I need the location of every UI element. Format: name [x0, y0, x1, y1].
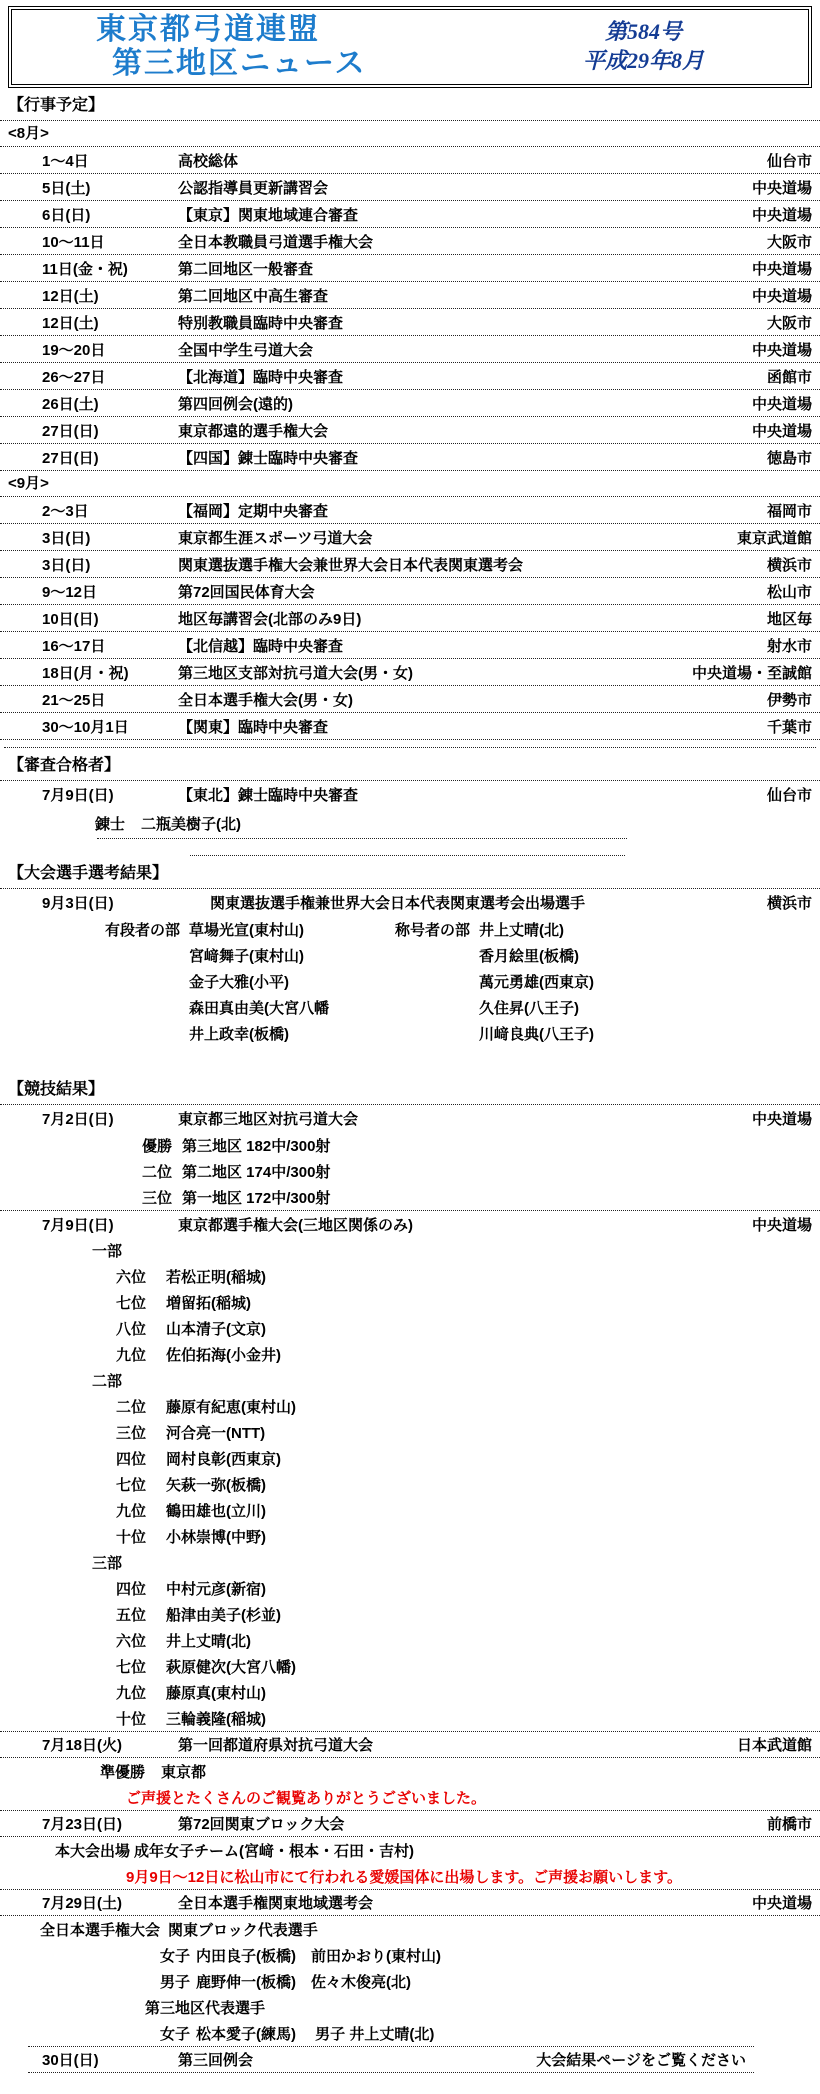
event-name: 関東選抜選手権大会兼世界大会日本代表関東選考会 [178, 556, 524, 574]
event-place: 千葉市 [766, 718, 812, 736]
event-date: 7月23日(日) [42, 1816, 123, 1833]
rank-line [0, 1575, 820, 1601]
rank-line [0, 1393, 820, 1419]
event-name: 全日本教職員弓道選手権大会 [178, 233, 374, 251]
event-place: 徳島市 [766, 449, 812, 467]
rank-line [0, 1445, 820, 1471]
selected-player: 宮﨑舞子(東村山) [189, 947, 304, 965]
month-label-september: <9月> [0, 471, 820, 497]
exam-row [0, 781, 820, 808]
event-place: 大阪市 [766, 233, 812, 251]
dan-column [105, 997, 395, 1018]
dan-column [105, 945, 395, 966]
rank-line [0, 1315, 820, 1341]
event-date: 27日(日) [42, 422, 99, 440]
player-name: 鶴田雄也(立川) [166, 1502, 266, 1520]
event-place: 中央道場 [751, 395, 812, 413]
issue-date: 平成29年8月 [582, 48, 704, 73]
event-date: 18日(月・祝) [42, 664, 129, 682]
event-name: 【福岡】定期中央審査 [178, 502, 329, 520]
event-place: 東京武道館 [736, 529, 812, 547]
player-name: 萩原健次(大宮八幡) [166, 1658, 296, 1676]
event-name: 全日本選手権大会(男・女) [178, 691, 353, 709]
schedule-row [0, 686, 820, 713]
event-date: 30日(日) [42, 2052, 99, 2069]
schedule-row [0, 390, 820, 417]
division-label: 三部 [92, 1554, 123, 1572]
rank-line [0, 1627, 820, 1653]
event-name: 【東京】関東地域連合審査 [178, 206, 359, 224]
standing-line [0, 1132, 820, 1158]
event-date: 9～12日 [42, 583, 98, 601]
delegates-line: 第三地区代表選手 [145, 1999, 266, 2017]
rank-label: 九位 [116, 1346, 147, 1364]
award-line [0, 1758, 820, 1784]
event-place: 中央道場 [751, 1111, 812, 1128]
event-name: 全日本選手権関東地域選考会 [178, 1895, 374, 1912]
player-name: 中村元彦(新宿) [166, 1580, 266, 1598]
schedule-row [0, 632, 820, 659]
section-title-exam: 【審査合格者】 [0, 748, 820, 781]
event-place: 横浜市 [766, 556, 812, 574]
support-note: 9月9日～12日に松山市にて行われる愛媛国体に出場します。ご声援お願いします。 [126, 1868, 682, 1886]
event-name: 第72回国民体育大会 [178, 583, 315, 601]
event-place: 中央道場 [751, 422, 812, 440]
schedule-row [0, 282, 820, 309]
delegates-text: 関東ブロック代表選手 [168, 1921, 318, 1939]
section-title-selection: 【大会選手選考結果】 [0, 856, 820, 889]
rank-label: 四位 [116, 1580, 147, 1598]
schedule-row [0, 659, 820, 686]
newsletter-title [96, 13, 367, 81]
rank-label: 五位 [116, 1606, 147, 1624]
event-name: 全国中学生弓道大会 [178, 341, 314, 359]
event-date: 7月18日(火) [42, 1737, 123, 1754]
event-date: 12日(土) [42, 287, 99, 305]
rank-label: 九位 [116, 1502, 147, 1520]
award-rank: 準優勝 [100, 1763, 146, 1781]
player-name: 山本清子(文京) [166, 1320, 266, 1338]
event-date: 6日(日) [42, 206, 91, 224]
title-column [395, 1023, 594, 1044]
delegates-text: 松本愛子(練馬) 男子 井上丈晴(北) [196, 2025, 435, 2043]
player-name: 若松正明(稲城) [166, 1268, 266, 1286]
event-name: 第二回地区一般審査 [178, 260, 314, 278]
delegates-label: 全日本選手権大会 [40, 1921, 161, 1939]
event-name: 東京都三地区対抗弓道大会 [178, 1111, 359, 1128]
event-date: 7月2日(日) [42, 1111, 114, 1128]
standing-score: 第一地区 172中/300射 [182, 1189, 331, 1207]
event-place: 中央道場 [751, 206, 812, 224]
player-name: 矢萩一弥(板橋) [166, 1476, 266, 1494]
event-date: 26日(土) [42, 395, 99, 413]
result-row [28, 2046, 754, 2073]
event-date: 1～4日 [42, 152, 89, 170]
rank-label: 七位 [116, 1658, 147, 1676]
passer-row [0, 808, 820, 838]
event-name: 東京都遠的選手権大会 [178, 422, 329, 440]
schedule-row [0, 551, 820, 578]
delegates-line [0, 1968, 820, 1994]
selection-names-row [0, 968, 820, 994]
rank-line [0, 1289, 820, 1315]
event-date: 2～3日 [42, 502, 89, 520]
event-name: 【北信越】臨時中央審査 [178, 637, 344, 655]
newsletter-title-line1: 東京都弓道連盟 [96, 13, 320, 47]
result-row [0, 1105, 820, 1132]
selection-names-row [0, 1020, 820, 1046]
delegates-line [0, 2020, 820, 2046]
player-name: 小林崇博(中野) [166, 1528, 266, 1546]
rank-line [0, 1523, 820, 1549]
event-date: 19～20日 [42, 341, 106, 359]
event-place: 大阪市 [766, 314, 812, 332]
standing-line [0, 1158, 820, 1184]
schedule-row [0, 713, 820, 740]
schedule-row [0, 201, 820, 228]
event-date: 5日(土) [42, 179, 91, 197]
division-label: 二部 [92, 1372, 123, 1390]
passer-name: 二瓶美樹子(北) [141, 815, 241, 833]
standing-score: 第二地区 174中/300射 [182, 1163, 331, 1181]
event-place: 中央道場・至誠館 [691, 664, 812, 682]
standing-line [0, 1184, 820, 1210]
event-place: 中央道場 [751, 1895, 812, 1912]
result-row [0, 1810, 820, 1837]
player-name: 河合亮一(NTT) [166, 1424, 266, 1442]
event-place: 伊勢市 [766, 691, 812, 709]
column-indent [105, 971, 189, 992]
rank-label: 十位 [116, 1710, 147, 1728]
schedule-row [0, 444, 820, 471]
event-name: 【東北】錬士臨時中央審査 [178, 787, 359, 804]
selected-player: 井上政幸(板橋) [189, 1025, 289, 1043]
event-date: 3日(日) [42, 529, 91, 547]
newsletter-page [0, 6, 820, 2073]
gender-label: 女子 [160, 2025, 191, 2043]
event-date: 30～10月1日 [42, 718, 129, 736]
event-name: 第四回例会(遠的) [178, 395, 293, 413]
event-date: 11日(金・祝) [42, 260, 128, 278]
award-winner: 東京都 [161, 1763, 207, 1781]
event-name: 【四国】錬士臨時中央審査 [178, 449, 359, 467]
selection-row [0, 889, 820, 916]
event-date: 10～11日 [42, 233, 105, 251]
schedule-row [0, 363, 820, 390]
event-date: 10日(日) [42, 610, 99, 628]
column-indent [395, 971, 479, 992]
schedule-row [0, 605, 820, 632]
result-row [0, 1731, 820, 1758]
selected-player: 井上丈晴(北) [479, 921, 564, 939]
event-name: 公認指導員更新講習会 [178, 179, 329, 197]
selected-player: 金子大雅(小平) [189, 973, 289, 991]
team-line [0, 1837, 820, 1863]
event-date: 9月3日(日) [42, 895, 114, 912]
rank-label: 十位 [116, 1528, 147, 1546]
player-name: 三輪義隆(稲城) [166, 1710, 266, 1728]
selection-names-row [0, 942, 820, 968]
schedule-row [0, 497, 820, 524]
schedule-row [0, 417, 820, 444]
standing-score: 第三地区 182中/300射 [182, 1137, 331, 1155]
event-place: 仙台市 [766, 787, 812, 804]
schedule-row [0, 578, 820, 605]
standing-rank: 三位 [142, 1189, 173, 1207]
rank-label: 八位 [116, 1320, 147, 1338]
player-name: 岡村良彰(西東京) [166, 1450, 281, 1468]
dan-column [105, 1023, 395, 1044]
selected-player: 草場光宣(東村山) [189, 921, 304, 939]
schedule-row [0, 255, 820, 282]
dan-column [105, 919, 395, 940]
result-row [0, 1889, 820, 1916]
player-name: 佐伯拓海(小金井) [166, 1346, 281, 1364]
event-place: 中央道場 [751, 260, 812, 278]
event-name: 第一回都道府県対抗弓道大会 [178, 1737, 374, 1754]
rank-line [0, 1263, 820, 1289]
schedule-row [0, 309, 820, 336]
section-title-results: 【競技結果】 [0, 1072, 820, 1105]
event-name: 第三地区支部対抗弓道大会(男・女) [178, 664, 413, 682]
gender-label: 女子 [160, 1947, 191, 1965]
event-name: 東京都生涯スポーツ弓道大会 [178, 529, 373, 547]
event-name: 地区毎講習会(北部のみ9日) [178, 610, 362, 628]
issue-number: 第584号 [604, 19, 682, 45]
title-column [395, 997, 579, 1018]
player-name: 藤原真(東村山) [166, 1684, 266, 1702]
player-name: 船津由美子(杉並) [166, 1606, 281, 1624]
schedule-row [0, 524, 820, 551]
event-place: 中央道場 [751, 1216, 812, 1234]
rank-line [0, 1419, 820, 1445]
player-name: 井上丈晴(北) [166, 1632, 251, 1650]
event-name: 東京都選手権大会(三地区関係のみ) [178, 1216, 413, 1234]
event-name: 特別教職員臨時中央審査 [178, 314, 344, 332]
event-name: 第三回例会 [178, 2052, 254, 2069]
month-label-august: <8月> [0, 121, 820, 147]
event-name: 【北海道】臨時中央審査 [178, 368, 344, 386]
selected-player: 香月絵里(板橋) [479, 947, 579, 965]
event-date: 3日(日) [42, 556, 91, 574]
event-date: 7月9日(日) [42, 787, 114, 804]
event-name: 第72回関東ブロック大会 [178, 1816, 345, 1833]
schedule-row [0, 174, 820, 201]
event-place: 地区毎 [766, 610, 812, 628]
event-date: 27日(日) [42, 449, 99, 467]
event-place: 仙台市 [766, 152, 812, 170]
event-place: 福岡市 [766, 502, 812, 520]
selected-player: 森田真由美(大宮八幡 [189, 999, 329, 1017]
event-date: 26～27日 [42, 368, 106, 386]
rank-line [0, 1679, 820, 1705]
schedule-row [0, 228, 820, 255]
event-name: 【関東】臨時中央審査 [178, 718, 329, 736]
delegates-line [0, 1916, 820, 1942]
rank-line [0, 1601, 820, 1627]
event-name: 第二回地区中高生審査 [178, 287, 329, 305]
rank-label: 六位 [116, 1632, 147, 1650]
newsletter-title-line2: 第三地区ニュース [112, 47, 367, 80]
event-place: 大会結果ページをご覧ください [536, 2052, 746, 2069]
column-indent [395, 1023, 479, 1044]
issue-info [583, 18, 704, 75]
section-title-events: 【行事予定】 [0, 88, 820, 121]
rank-label: 三位 [116, 1424, 147, 1442]
column-indent [105, 945, 189, 966]
rank-line [0, 1705, 820, 1731]
column-indent [105, 997, 189, 1018]
standing-rank: 優勝 [142, 1137, 173, 1155]
team-line-label: 本大会出場 [55, 1842, 131, 1860]
selected-player: 萬元勇雄(西東京) [479, 973, 594, 991]
event-name: 関東選抜選手権兼世界大会日本代表関東選考会出場選手 [210, 895, 586, 912]
title-column-label: 称号者の部 [395, 921, 471, 939]
event-date: 7月29日(土) [42, 1895, 123, 1912]
column-indent [105, 1023, 189, 1044]
title-column [395, 971, 594, 992]
dan-column [105, 971, 395, 992]
event-place: 射水市 [766, 637, 812, 655]
rank-line [0, 1341, 820, 1367]
selection-names-row [0, 916, 820, 942]
selected-player: 久住昇(八王子) [479, 999, 579, 1017]
result-row [0, 1210, 820, 1237]
delegates-text: 鹿野伸一(板橋) 佐々木俊亮(北) [196, 1973, 411, 1991]
standing-rank: 二位 [142, 1163, 173, 1181]
dan-column-label: 有段者の部 [105, 921, 181, 939]
event-place: 日本武道館 [736, 1737, 812, 1754]
player-name: 増留拓(稲城) [166, 1294, 251, 1312]
schedule-row [0, 336, 820, 363]
event-date: 21～25日 [42, 691, 106, 709]
event-place: 松山市 [766, 583, 812, 601]
rank-label: 七位 [116, 1476, 147, 1494]
selection-names-row [0, 994, 820, 1020]
rank-label: 六位 [116, 1268, 147, 1286]
spacer [0, 1046, 820, 1072]
event-date: 16～17日 [42, 637, 106, 655]
rank-line [0, 1497, 820, 1523]
masthead [8, 6, 812, 88]
rank-label: 七位 [116, 1294, 147, 1312]
column-indent [395, 997, 479, 1018]
passer-rank: 錬士 [95, 815, 126, 833]
division-label: 一部 [92, 1242, 123, 1260]
title-column [395, 945, 579, 966]
column-indent [395, 945, 479, 966]
spacer [0, 839, 820, 855]
rank-label: 二位 [116, 1398, 147, 1416]
event-place: 横浜市 [766, 895, 812, 912]
team-members: 成年女子チーム(宮﨑・根本・石田・吉村) [134, 1842, 415, 1860]
delegates-text: 内田良子(板橋) 前田かおり(東村山) [196, 1947, 441, 1965]
event-place: 前橋市 [766, 1816, 812, 1833]
player-name: 藤原有紀恵(東村山) [166, 1398, 296, 1416]
event-name: 高校総体 [178, 152, 239, 170]
event-date: 12日(土) [42, 314, 99, 332]
event-date: 7月9日(日) [42, 1216, 114, 1234]
event-place: 函館市 [766, 368, 812, 386]
selected-player: 川﨑良典(八王子) [479, 1025, 594, 1043]
thanks-note: ご声援とたくさんのご観覧ありがとうございました。 [126, 1789, 487, 1807]
event-place: 中央道場 [751, 287, 812, 305]
event-place: 中央道場 [751, 341, 812, 359]
rank-label: 九位 [116, 1684, 147, 1702]
schedule-row [0, 147, 820, 174]
rank-line [0, 1471, 820, 1497]
title-column [395, 919, 564, 940]
event-place: 中央道場 [751, 179, 812, 197]
rank-label: 四位 [116, 1450, 147, 1468]
gender-label: 男子 [160, 1973, 191, 1991]
rank-line [0, 1653, 820, 1679]
delegates-line [0, 1942, 820, 1968]
